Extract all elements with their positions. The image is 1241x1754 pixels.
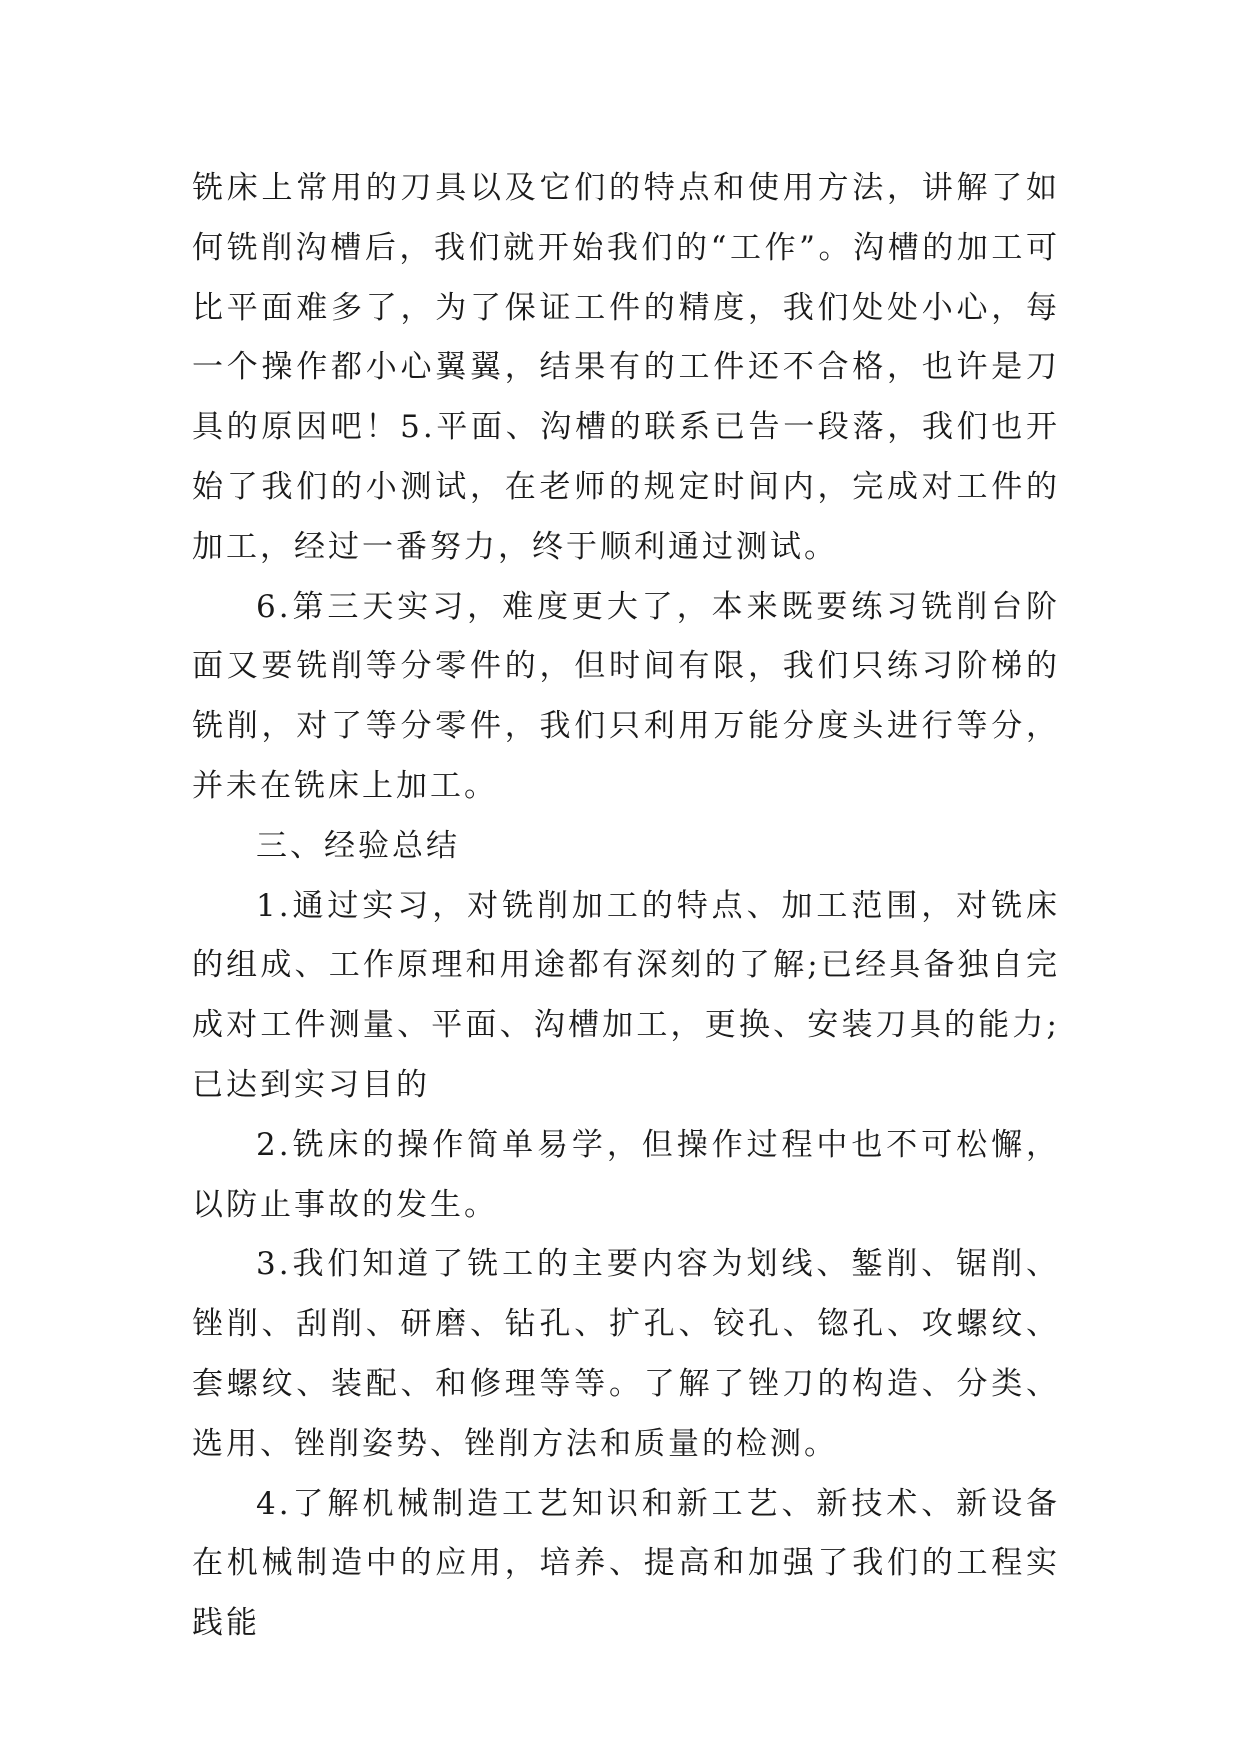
paragraph-3: 1.通过实习，对铣削加工的特点、加工范围，对铣床的组成、工作原理和用途都有深刻的了解;已经具备独自完成对工件测量、平面、沟槽加工，更换、安装刀具的能力;已达到实习目的 — [192, 887, 1060, 1103]
paragraph-5: 3.我们知道了铣工的主要内容为划线、錾削、锯削、锉削、刮削、研磨、钻孔、扩孔、铰孔、锪孔、攻螺纹、套螺纹、装配、和修理等等。了解了锉刀的构造、分类、选用、锉削姿势、锉削方法和质量的检测。 — [192, 1246, 1060, 1462]
paragraph-1: 铣床上常用的刀具以及它们的特点和使用方法，讲解了如何铣削沟槽后，我们就开始我们的“工作”。沟槽的加工可比平面难多了，为了保证工件的精度，我们处处小心，每一个操作都小心翼翼，结果有的工件还不合格，也许是刀具的原因吧！5.平面、沟槽的联系已告一段落，我们也开始了我们的小测试，在老师的规定时间内，完成对工件的加工，经过一番努力，终于顺利通过测试。 — [192, 170, 1060, 565]
paragraph-4: 2.铣床的操作简单易学，但操作过程中也不可松懈，以防止事故的发生。 — [192, 1126, 1060, 1223]
document-body — [192, 159, 1060, 1654]
section-heading: 三、经验总结 — [256, 827, 460, 864]
paragraph-6: 4.了解机械制造工艺知识和新工艺、新技术、新设备在机械制造中的应用，培养、提高和加强了我们的工程实践能 — [192, 1485, 1060, 1642]
paragraph-2: 6.第三天实习，难度更大了，本来既要练习铣削台阶面又要铣削等分零件的，但时间有限，我们只练习阶梯的铣削，对了等分零件，我们只利用万能分度头进行等分，并未在铣床上加工。 — [192, 588, 1060, 804]
